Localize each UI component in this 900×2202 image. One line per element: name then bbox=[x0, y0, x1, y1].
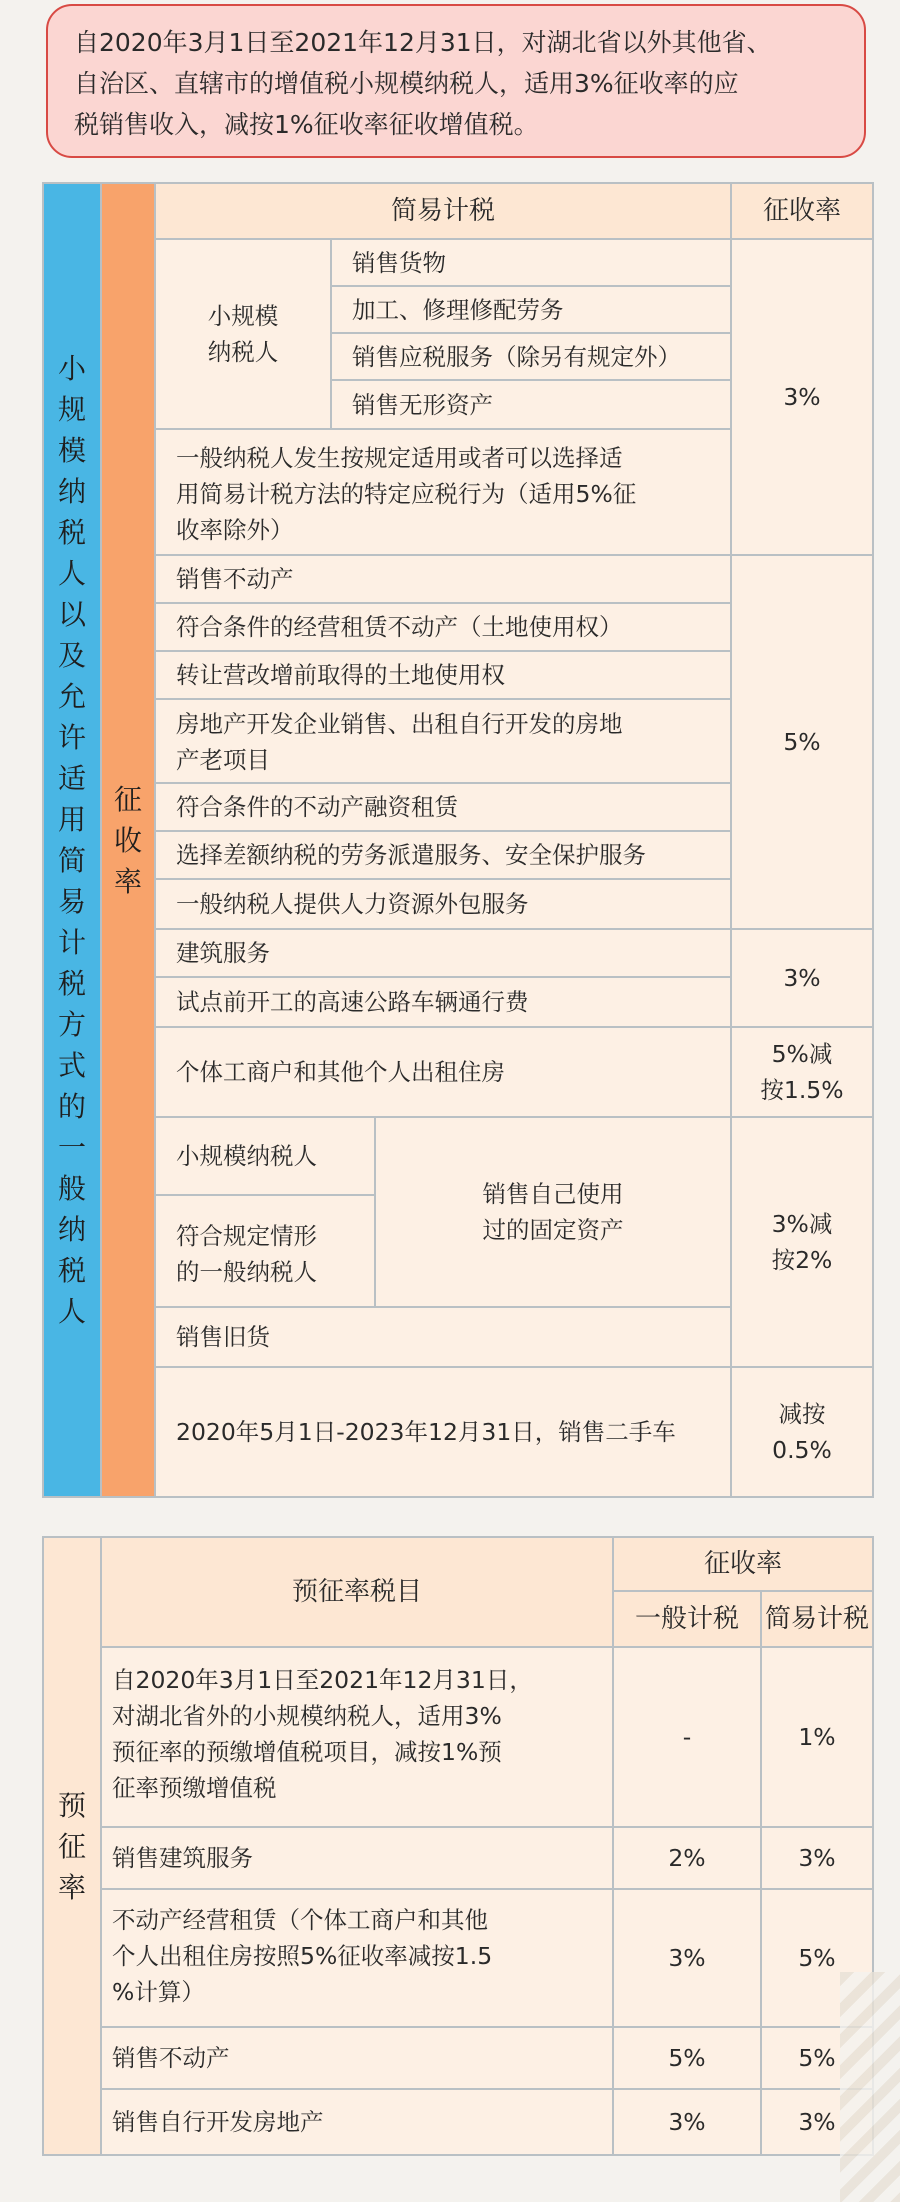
row-3b: 建筑服务 bbox=[156, 930, 730, 976]
prepay-simple-rate: 1% bbox=[762, 1648, 872, 1826]
rate-3-percent-b: 3% bbox=[732, 930, 872, 1026]
prepay-item: 销售建筑服务 bbox=[102, 1828, 612, 1888]
rate-table bbox=[42, 182, 874, 1498]
row-5: 房地产开发企业销售、出租自行开发的房地 产老项目 bbox=[156, 700, 730, 782]
notice-line: 税销售收入，减按1%征收率征收增值税。 bbox=[74, 110, 539, 139]
prepay-general-rate: 5% bbox=[614, 2028, 760, 2088]
small-item: 销售货物 bbox=[332, 240, 730, 285]
prepay-item: 销售自行开发房地产 bbox=[102, 2090, 612, 2154]
rate-individual-rent: 5%减 按1.5% bbox=[732, 1028, 872, 1116]
prepay-simple-rate: 3% bbox=[762, 1828, 872, 1888]
rate-3-percent: 3% bbox=[732, 240, 872, 554]
header-general: 一般计税 bbox=[614, 1592, 760, 1646]
prepay-general-rate: 2% bbox=[614, 1828, 760, 1888]
header-simple: 简易计税 bbox=[762, 1592, 872, 1646]
row-5: 销售不动产 bbox=[156, 556, 730, 602]
qualified-general-taxpayer: 符合规定情形 的一般纳税人 bbox=[156, 1196, 374, 1306]
small-item: 加工、修理修配劳务 bbox=[332, 287, 730, 332]
small-item: 销售应税服务（除另有规定外） bbox=[332, 334, 730, 379]
header-prepay-item: 预征率税目 bbox=[102, 1538, 612, 1646]
prepay-simple-rate: 5% bbox=[762, 1890, 872, 2026]
notice-line: 自治区、直辖市的增值税小规模纳税人，适用3%征收率的应 bbox=[74, 69, 739, 98]
header-prepay-rate: 征收率 bbox=[614, 1538, 872, 1590]
prepay-simple-rate: 5% bbox=[762, 2028, 872, 2088]
individual-rent: 个体工商户和其他个人出租住房 bbox=[156, 1028, 730, 1116]
prepay-rate-table bbox=[42, 1536, 874, 2156]
keyboard-decoration bbox=[840, 1972, 900, 2202]
prepay-simple-rate: 3% bbox=[762, 2090, 872, 2154]
rate-fixed-assets: 3%减 按2% bbox=[732, 1118, 872, 1366]
general-special-row: 一般纳税人发生按规定适用或者可以选择适 用简易计税方法的特定应税行为（适用5%征 收率除外） bbox=[156, 430, 730, 554]
row-5: 符合条件的经营租赁不动产（土地使用权） bbox=[156, 604, 730, 650]
prepay-general-rate: 3% bbox=[614, 1890, 760, 2026]
small-scale-taxpayer: 小规模纳税人 bbox=[156, 1118, 374, 1194]
row-3b: 试点前开工的高速公路车辆通行费 bbox=[156, 978, 730, 1026]
notice-line: 自2020年3月1日至2021年12月31日，对湖北省以外其他省、 bbox=[74, 28, 772, 57]
row-5: 选择差额纳税的劳务派遣服务、安全保护服务 bbox=[156, 832, 730, 878]
prepay-general-rate: - bbox=[614, 1648, 760, 1826]
row-5: 转让营改增前取得的土地使用权 bbox=[156, 652, 730, 698]
header-rate: 征收率 bbox=[732, 184, 872, 238]
side-label-general: 小 规 模 纳 税 人 以 及 允 许 适 用 简 易 计 税 方 式 的 一 般 纳 税 人 bbox=[44, 184, 100, 1496]
used-goods: 销售旧货 bbox=[156, 1308, 730, 1366]
small-item: 销售无形资产 bbox=[332, 381, 730, 428]
prepay-general-rate: 3% bbox=[614, 2090, 760, 2154]
prepay-item: 自2020年3月1日至2021年12月31日， 对湖北省外的小规模纳税人，适用3% 预征率的预缴增值税项目，减按1%预 征率预缴增值税 bbox=[102, 1648, 612, 1826]
used-car: 2020年5月1日-2023年12月31日，销售二手车 bbox=[156, 1368, 730, 1496]
rate-used-car: 减按 0.5% bbox=[732, 1368, 872, 1496]
header-simple-tax: 简易计税 bbox=[156, 184, 730, 238]
row-5: 一般纳税人提供人力资源外包服务 bbox=[156, 880, 730, 928]
small-taxpayer-label: 小规模 纳税人 bbox=[156, 240, 330, 428]
notice-box bbox=[46, 4, 866, 158]
own-fixed-assets: 销售自己使用 过的固定资产 bbox=[376, 1118, 730, 1306]
prepay-item: 不动产经营租赁（个体工商户和其他 个人出租住房按照5%征收率减按1.5 %计算） bbox=[102, 1890, 612, 2026]
rate-label-column: 征 收 率 bbox=[102, 184, 154, 1496]
prepay-item: 销售不动产 bbox=[102, 2028, 612, 2088]
side-label-prepay: 预 征 率 bbox=[44, 1538, 100, 2154]
rate-5-percent: 5% bbox=[732, 556, 872, 928]
row-5: 符合条件的不动产融资租赁 bbox=[156, 784, 730, 830]
